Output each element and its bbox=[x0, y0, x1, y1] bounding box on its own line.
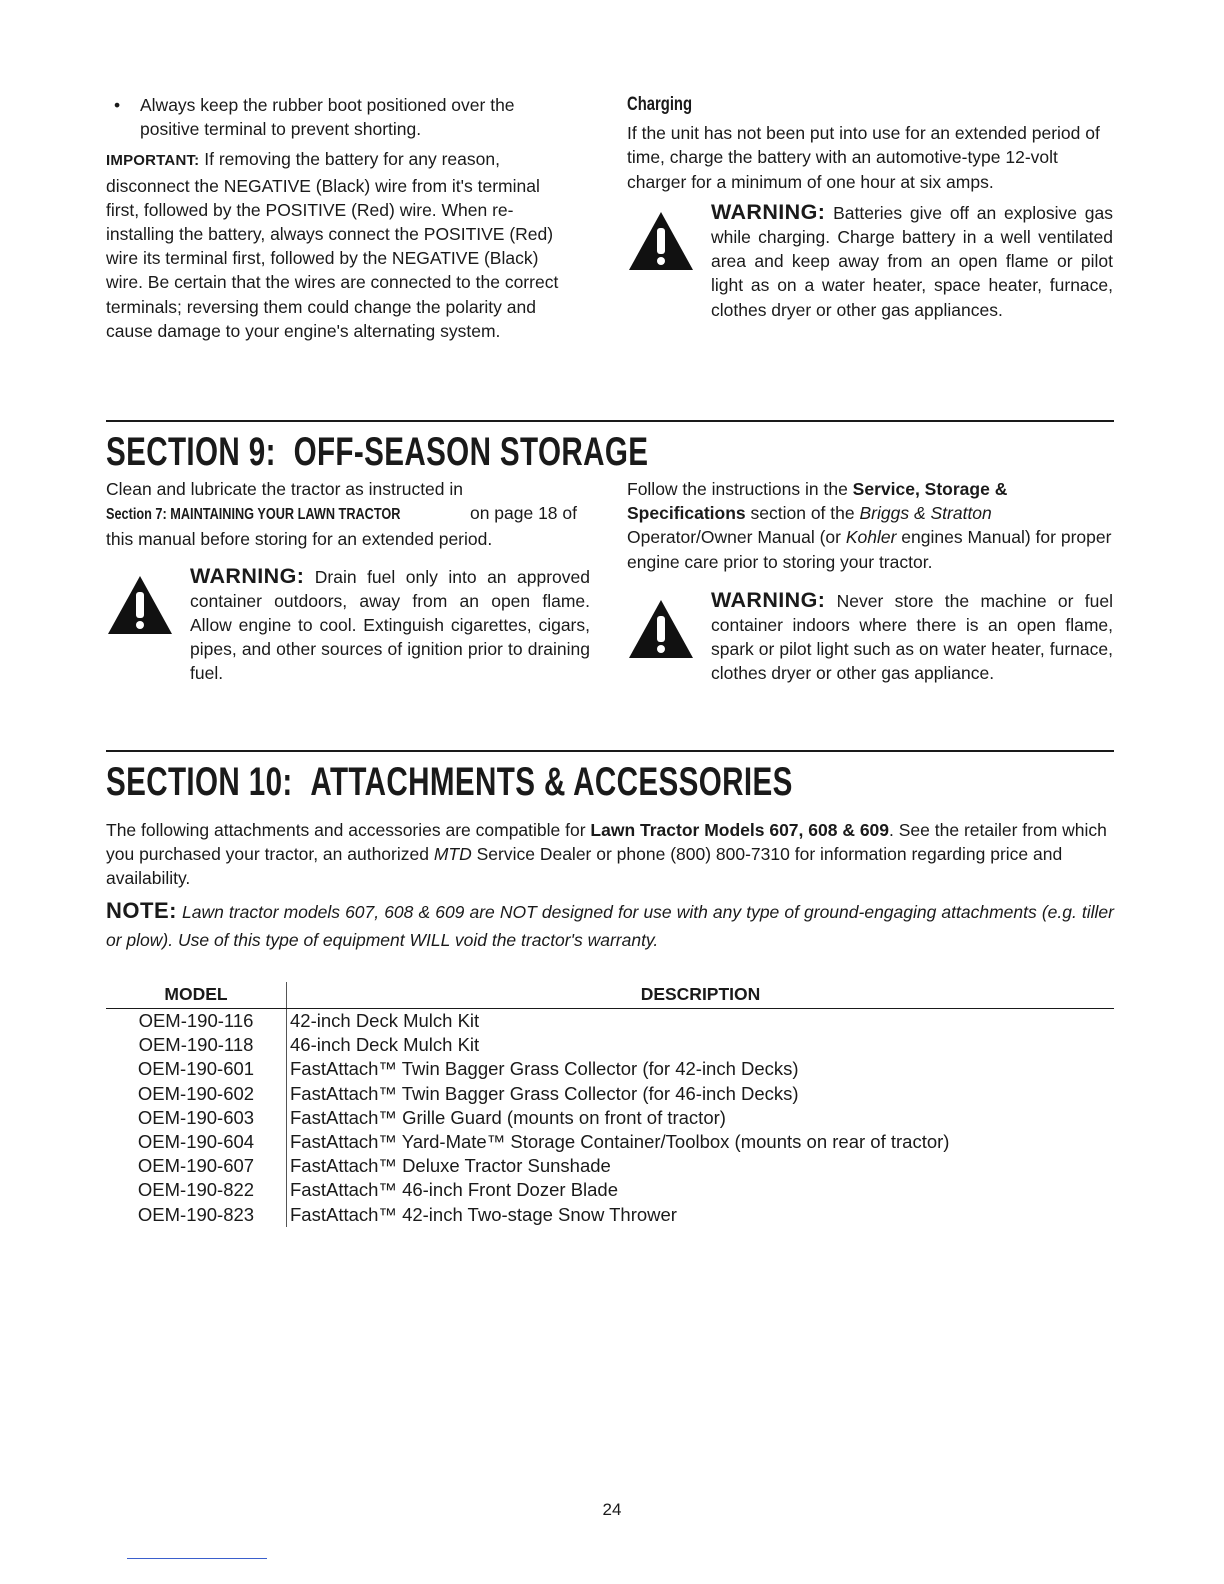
important-label: IMPORTANT: bbox=[106, 152, 200, 170]
intro-text-2: . See the retailer from which you purchased your tractor, an authorized bbox=[106, 820, 1107, 865]
model-cell: OEM-190-823 bbox=[137, 1203, 255, 1225]
table-row bbox=[106, 1033, 1114, 1057]
table-header-row bbox=[106, 982, 1114, 1009]
section-divider bbox=[106, 750, 1114, 752]
storage-right-column bbox=[627, 477, 1113, 686]
bullet-text: Always keep the rubber boot positioned over the positive terminal to prevent shorting. bbox=[140, 95, 515, 140]
table-row bbox=[106, 1082, 1114, 1106]
model-cell: OEM-190-116 bbox=[138, 1010, 254, 1031]
warning-text: Never store the machine or fuel container indoors where there is an open flame, spark or pilot light such as on water heater, furnace, clothes dryer or other gas appliance. bbox=[711, 590, 1113, 684]
model-cell: OEM-190-822 bbox=[137, 1179, 255, 1201]
table-row bbox=[106, 1203, 1114, 1227]
section-10-title bbox=[106, 760, 793, 804]
description-cell: FastAttach™ 46-inch Front Dozer Blade bbox=[287, 1178, 1115, 1202]
description-cell: FastAttach™ Yard-Mate™ Storage Container/Toolbox (mounts on rear of tractor) bbox=[287, 1130, 1115, 1154]
charging-warning bbox=[627, 200, 1113, 322]
charging-column bbox=[627, 93, 1113, 322]
note-label: NOTE: bbox=[106, 897, 177, 923]
section-10-name: ATTACHMENTS & ACCESSORIES bbox=[310, 760, 793, 804]
section-10-number: SECTION 10: bbox=[106, 760, 293, 804]
table-row bbox=[106, 1178, 1114, 1202]
description-cell: FastAttach™ Twin Bagger Grass Collector (for 46-inch Decks) bbox=[287, 1082, 1115, 1106]
intro-models: Lawn Tractor Models 607, 608 & 609 bbox=[590, 820, 890, 840]
description-cell: FastAttach™ Grille Guard (mounts on front of tractor) bbox=[287, 1106, 1115, 1130]
engine-care-text-2: section of the bbox=[745, 503, 860, 524]
table-row bbox=[106, 1057, 1114, 1081]
note-text: Lawn tractor models 607, 608 & 609 are NOT designed for use with any type of ground-engaging attachments (e.g. tiller or plow). Use of this type of equipment WILL void the tractor's warranty. bbox=[106, 901, 1114, 950]
model-cell: OEM-190-607 bbox=[137, 1155, 255, 1177]
warning-label: WARNING: bbox=[711, 199, 826, 224]
table-row bbox=[106, 1009, 1114, 1034]
storage-intro-text: Clean and lubricate the tractor as instructed in bbox=[106, 479, 463, 499]
page-number: 24 bbox=[602, 1500, 622, 1519]
description-cell: FastAttach™ Twin Bagger Grass Collector (for 42-inch Decks) bbox=[287, 1057, 1115, 1081]
compatibility-paragraph bbox=[106, 818, 1114, 891]
charging-text: If the unit has not been put into use for an extended period of time, charge the battery with an automotive-type 12-volt charger for a minimum of one hour at six amps. bbox=[627, 123, 1100, 192]
description-cell: 46-inch Deck Mulch Kit bbox=[287, 1033, 1115, 1057]
accessories-table bbox=[106, 982, 1114, 1227]
charging-heading: Charging bbox=[627, 94, 693, 115]
battery-notes-column bbox=[106, 93, 576, 343]
engine-care-text-4: engines Manual) for proper engine care prior to storing your tractor. bbox=[627, 527, 1112, 572]
section-divider bbox=[106, 420, 1114, 422]
storage-intro-text-end: on page 18 of this manual before storing for an extended period. bbox=[106, 503, 577, 550]
table-row bbox=[106, 1130, 1114, 1154]
section-9-number: SECTION 9: bbox=[106, 430, 276, 474]
important-paragraph bbox=[106, 147, 576, 343]
warning-triangle-icon bbox=[627, 598, 695, 660]
description-cell: FastAttach™ Deluxe Tractor Sunshade bbox=[287, 1154, 1115, 1178]
kohler: Kohler bbox=[845, 527, 897, 548]
footer-line bbox=[127, 1558, 267, 1559]
model-cell: OEM-190-602 bbox=[137, 1082, 255, 1104]
intro-text: The following attachments and accessories are compatible for bbox=[106, 820, 591, 840]
bullet-symbol: • bbox=[114, 95, 121, 115]
drain-fuel-warning bbox=[106, 564, 590, 686]
storage-left-column bbox=[106, 477, 590, 686]
accessories-intro bbox=[106, 818, 1114, 954]
briggs-stratton: Briggs & Stratton bbox=[859, 503, 992, 524]
section-9-name: OFF-SEASON STORAGE bbox=[293, 430, 649, 474]
description-cell: FastAttach™ 42-inch Two-stage Snow Thrower bbox=[287, 1203, 1115, 1227]
engine-care-text: Follow the instructions in the bbox=[627, 479, 853, 499]
model-column-header: MODEL bbox=[106, 982, 287, 1009]
model-cell: OEM-190-603 bbox=[137, 1106, 255, 1128]
description-column-header: DESCRIPTION bbox=[287, 982, 1115, 1009]
important-text: If removing the battery for any reason, disconnect the NEGATIVE (Black) wire from it's terminal first, followed by the POSITIVE (Red) wire. When re-installing the battery, always connect the POSITIVE (Red) wire its terminal first, followed by the NEGATIVE (Black) wire. Be certain that the wires are connected to the correct terminals; reversing them could change the polarity and cause damage to your engine's alternating system. bbox=[106, 149, 559, 341]
engine-care-text-3: Operator/Owner Manual (or bbox=[627, 527, 846, 548]
model-cell: OEM-190-118 bbox=[138, 1034, 254, 1056]
model-cell: OEM-190-604 bbox=[137, 1131, 255, 1153]
table-row bbox=[106, 1154, 1114, 1178]
warning-text: Batteries give off an explosive gas while charging. Charge battery in a well ventilated area and keep away from an open flame or pilot light as on a water heater, space heater, furnace, clothes dryer or other gas appliances. bbox=[711, 202, 1113, 320]
table-row bbox=[106, 1106, 1114, 1130]
warning-text: Drain fuel only into an approved container outdoors, away from an open flame. Allow engine to cool. Extinguish cigarettes, cigars, pipes, and other sources of ignition prior to draining fuel. bbox=[190, 566, 590, 684]
description-cell: 42-inch Deck Mulch Kit bbox=[287, 1009, 1115, 1034]
warning-label: WARNING: bbox=[711, 587, 826, 612]
model-cell: OEM-190-601 bbox=[137, 1058, 255, 1080]
storage-intro bbox=[106, 477, 590, 552]
engine-care-bold: Service, Storage & Specifications bbox=[627, 479, 1008, 524]
bullet-item bbox=[106, 93, 576, 141]
section-reference: Section 7: MAINTAINING YOUR LAWN TRACTOR bbox=[106, 506, 401, 524]
section-9-title bbox=[106, 430, 648, 474]
warning-triangle-icon bbox=[106, 574, 174, 636]
engine-care-paragraph bbox=[627, 477, 1113, 574]
warning-triangle-icon bbox=[627, 210, 695, 272]
intro-text-3: Service Dealer or phone (800) 800-7310 for information regarding price and availability. bbox=[106, 844, 1063, 889]
indoor-storage-warning bbox=[627, 588, 1113, 686]
note-paragraph bbox=[106, 897, 1114, 954]
warning-label: WARNING: bbox=[190, 563, 305, 588]
intro-mtd: MTD bbox=[433, 844, 472, 865]
